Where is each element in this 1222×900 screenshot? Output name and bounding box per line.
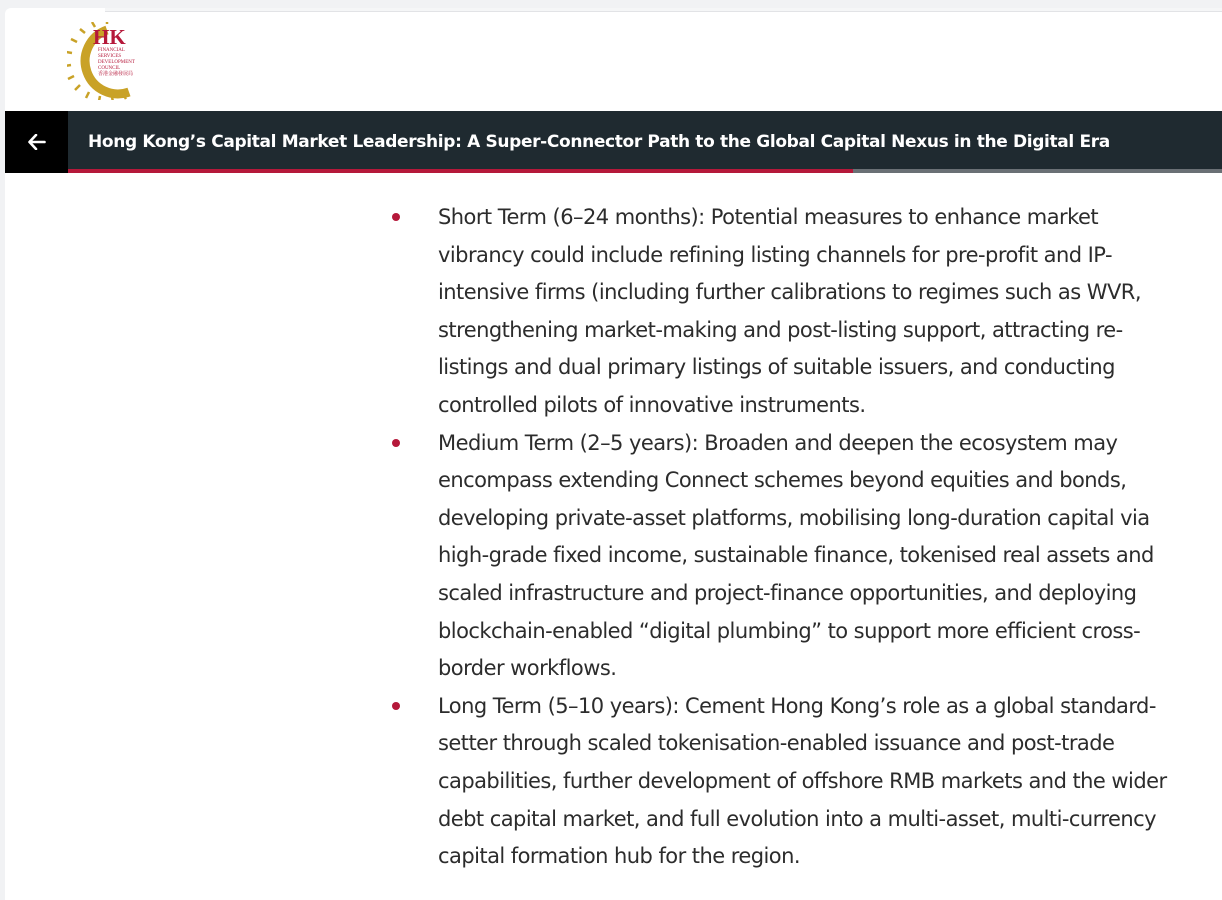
hkfsdc-logo-mark	[67, 22, 157, 100]
list-item	[390, 688, 1190, 876]
list-item-text: Short Term (6–24 months): Potential measures to enhance market vibrancy could include refining listing channels for pre-profit and IP-intensive firms (including further calibrations to regimes such as WVR, strengthening market-making and post-listing support, attracting re-listings and dual primary listings of suitable issuers, and conducting controlled pilots of innovative instruments.	[438, 205, 1141, 417]
logo-hk-text: HK	[93, 25, 126, 49]
list-item-text: Medium Term (2–5 years): Broaden and deepen the ecosystem may encompass extending Connect schemes beyond equities and bonds, developing private-asset platforms, mobilising long-duration capital via high-grade fixed income, sustainable finance, tokenised real assets and scaled infrastructure and project-finance opportunities, and deploying blockchain-enabled “digital plumbing” to support more efficient cross-border workflows.	[438, 430, 1154, 681]
bullet-dot	[392, 439, 400, 447]
list-item	[390, 199, 1190, 425]
logo-line-1: FINANCIAL	[98, 48, 125, 53]
bullet-dot	[392, 213, 400, 221]
arrow-left-icon	[28, 134, 46, 150]
hkfsdc-logo[interactable]	[67, 22, 157, 100]
bullet-dot	[392, 702, 400, 710]
logo-line-3: DEVELOPMENT	[98, 60, 135, 65]
logo-line-4: COUNCIL	[98, 66, 121, 71]
logo-line-2: SERVICES	[98, 54, 122, 59]
list-item-text: Long Term (5–10 years): Cement Hong Kong’s role as a global standard-setter through scaled tokenisation-enabled issuance and post-trade capabilities, further development of offshore RMB markets and the wider debt capital market, and full evolution into a multi-asset, multi-currency capital formation hub for the region.	[438, 693, 1167, 869]
article-body	[5, 173, 1222, 900]
article-title: Hong Kong’s Capital Market Leadership: A Super-Connector Path to the Global Capital Nexus in the Digital Era	[88, 132, 1110, 152]
timeline-list	[390, 199, 1190, 876]
logo-line-5: 香港金融發展局	[98, 71, 134, 77]
back-button[interactable]	[5, 111, 68, 173]
article-header-bar	[5, 111, 1222, 173]
browser-edge	[105, 8, 1222, 12]
list-item	[390, 425, 1190, 688]
article-page	[5, 8, 1222, 900]
